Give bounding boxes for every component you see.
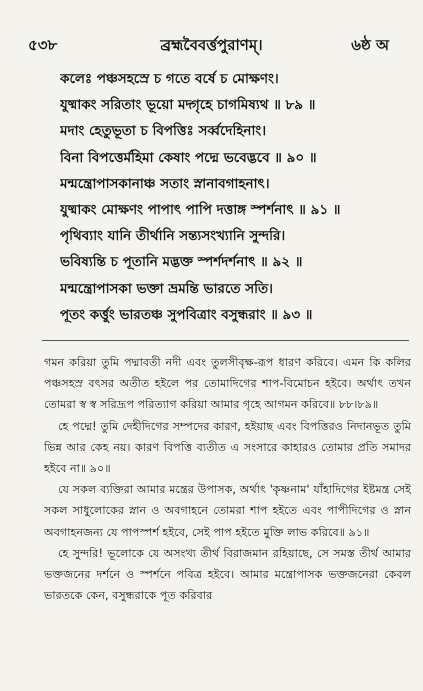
verse-line: মদাং হেতুভূতা চ বিপত্তিঃ সর্ব্বদেহিনাং। xyxy=(60,123,267,140)
translation-paragraph: যে সকল ব্যক্তিরা আমার মন্ত্রের উপাসক, অর্থাৎ 'কৃষ্ণনাম' যাঁহাদিগের ইষ্টমন্ত্র সেই সকল সাধুলোকের স্নান ও অবগাহনে তোমরা শাপ হইতে এবং পাপীদিগের ও স্নান অবগাহনজন্য যে পাপস্পর্শ হইবে, সেই পাপ হইতে মুক্তি লাভ করিবে॥ ৯১॥ xyxy=(44,483,411,539)
verse-line: যুষ্মাকং মোক্ষণং পাপাৎ পাপি দত্তাঙ্গ স্পর্শনাৎ ॥ ৯১ ॥ xyxy=(60,202,341,219)
verse-line: যুষ্মাকং সরিতাং ভূয়ো মদ্গৃহে চাগমিষ্যথ ॥ ৮৯ ॥ xyxy=(60,97,316,114)
translation-paragraph: গমন করিয়া তুমি পদ্মাবতী নদী এবং তুলসীবৃক্ষ-রূপ ধারণ করিবে। এমন কি কলির পঞ্চসহস্র বৎসর অতীত হইলে পর তোমাদিগের শাপ-বিমোচন হইবে। অর্থাৎ তখন তোমরা স্ব স্ব সরিদ্রূপ পরিত্যাগ করিয়া আমার গৃহে আগমন করিবে॥ ৮৮।৮৯॥ xyxy=(44,356,411,412)
section-divider xyxy=(42,340,409,341)
verse-line: মন্মন্ত্রোপাসকা ভক্তা ভ্রমন্তি ভারতে সতি। xyxy=(60,280,273,297)
running-header xyxy=(14,34,409,54)
sanskrit-verses xyxy=(60,66,413,328)
verse-line: পূতং কর্ত্তুং ভারতঞ্চ সুপবিত্রাং বসুন্ধরাং ॥ ৯৩ ॥ xyxy=(60,306,313,323)
verse-line: মন্মন্ত্রোপাসকানাঞ্চ সতাং স্নানাবগাহনাৎ। xyxy=(60,175,270,192)
page-number: ৫৩৮ xyxy=(28,36,58,54)
verse-line: পৃথিব্যাং যানি তীর্থানি সন্ত্যসংখ্যানি সুন্দরি। xyxy=(60,228,286,245)
translation-paragraph: হে পদ্মে! তুমি দেহীদিগের সম্পদের কারণ, হইয়াছ এবং বিপত্তিরও নিদানভূত তুমি ভিন্ন আর কেহ নয়। কারণ বিপত্তি ব্যতীত এ সংসারে কাহারও তোমার প্রতি সমাদর হইবে না॥ ৯০॥ xyxy=(44,419,411,476)
running-title: ব্রহ্মবৈবর্ত্তপুরাণম্। xyxy=(160,36,263,54)
translation-paragraph: হে সুন্দরি! ভূলোকে যে অসংখ্য তীর্থ বিরাজমান রহিয়াছে, সে সমস্ত তীর্থ আমার ভক্তজনের দর্শনে ও স্পর্শনে পবিত্র হইবে। আমার মন্ত্রোপাসক ভক্তজনেরা কেবল ভারতকে কেন, বসুন্ধরাকে পূত করিবার xyxy=(44,546,411,603)
verse-line: কলেঃ পঞ্চসহস্রে চ গতে বর্ষে চ মোক্ষণং। xyxy=(60,71,279,87)
verse-line: ভবিষ্যন্তি চ পূতানি মদ্ভক্ত স্পর্শদর্শনাৎ ॥ ৯২ ॥ xyxy=(60,254,303,271)
bengali-translation xyxy=(44,352,411,606)
chapter-number: ৬ষ্ঠ অ xyxy=(351,36,389,54)
verse-line: বিনা বিপত্তের্মহিমা কেষাং পদ্মে ভবেদ্ভবে ॥ ৯০ ॥ xyxy=(60,149,317,166)
